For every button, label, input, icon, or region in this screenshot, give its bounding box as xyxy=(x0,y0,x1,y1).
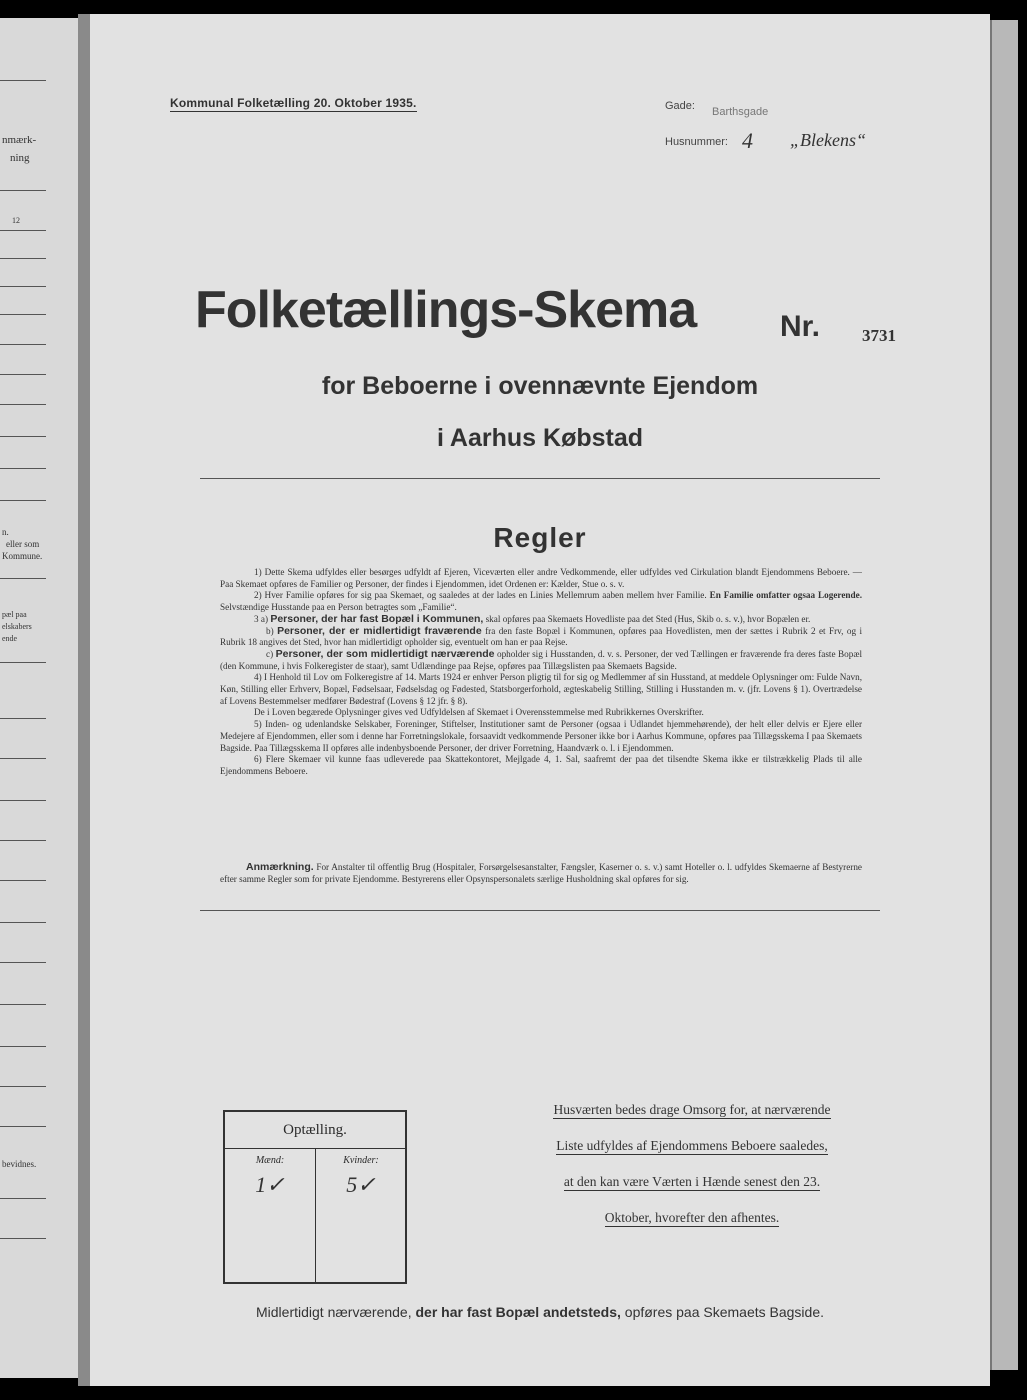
rule-3c-text: opholder sig i Husstanden, d. v. s. Personer, der ved Tællingen er fraværende fra deres faste Bopæl (den Kommune, i hvis Folkeregister de staar), samt Udlændinge paa Rejse, opføres paa Tillægslisten paa Skemaets Bagside. xyxy=(220,648,863,671)
note-text: For Anstalter til offentlig Brug (Hospitaler, Forsørgelsesanstalter, Fængsler, Kaserner o. s. v.) samt Hoteller o. l. udfyldes Skemaerne af Bestyrerne efter samme Regler som for private Ejendomme. Bestyrerens eller Opsynspersonalets særlige Husholdning skal opføres for sig. xyxy=(220,862,863,884)
men-column xyxy=(225,1149,316,1282)
ruled-line xyxy=(0,662,46,663)
ruled-line xyxy=(0,1046,46,1047)
women-column xyxy=(316,1149,406,1282)
footer-bold: der har fast Bopæl andetsteds, xyxy=(415,1304,621,1320)
footer-text: Midlertidigt nærværende, xyxy=(255,1304,412,1320)
street-value: Barthsgade xyxy=(712,106,769,118)
count-box-title: Optælling. xyxy=(225,1112,405,1149)
notice-text: at den kan være Værten i Hænde senest den 23. xyxy=(563,1174,821,1189)
house-number-value: 4 xyxy=(742,128,753,153)
women-label: Kvinder: xyxy=(343,1155,379,1166)
left-fragment: 12 xyxy=(12,216,20,225)
left-fragment: n. xyxy=(2,527,9,537)
rule-6: 6) Flere Skemaer vil kunne faas udleverede paa Skattekontoret, Mejlgade 4, 1. Sal, saafremt der paa det tilsendte Skema ikke er tilstrækkelig Plads til alle Ejendommens Beboere. xyxy=(220,754,862,776)
ruled-line xyxy=(0,758,46,759)
landlord-notice-line xyxy=(522,1174,862,1190)
form-number-value: 3731 xyxy=(862,326,896,345)
left-fragment: Kommune. xyxy=(2,551,43,561)
census-form-page xyxy=(90,14,990,1386)
women-count: 5✓ xyxy=(346,1172,376,1197)
ruled-line xyxy=(0,230,46,231)
rule-3c xyxy=(220,649,862,672)
footer-note xyxy=(90,1304,990,1320)
men-label: Mænd: xyxy=(255,1155,285,1166)
ruled-line xyxy=(0,344,46,345)
notice-text: Liste udfyldes af Ejendommens Beboere saaledes, xyxy=(556,1138,828,1153)
ruled-line xyxy=(0,1086,46,1087)
ruled-line xyxy=(0,436,46,437)
ruled-line xyxy=(0,468,46,469)
left-fragment: eller som xyxy=(6,539,40,549)
form-number-label: Nr. xyxy=(780,310,821,343)
ruled-line xyxy=(0,578,46,579)
landlord-notice-line xyxy=(522,1210,862,1226)
ruled-line xyxy=(0,1004,46,1005)
rule-2-text-b: Selvstændige Husstande paa en Person betragtes som „Familie“. xyxy=(220,602,457,613)
rule-3a-num: 3 a) xyxy=(254,613,269,624)
rule-2-bold: En Familie omfatter ogsaa Logerende. xyxy=(709,590,862,601)
ruled-line xyxy=(0,286,46,287)
rule-3a-lead: Personer, der har fast Bopæl i Kommunen, xyxy=(270,612,484,625)
rule-4b: De i Loven begærede Oplysninger gives ved Udfyldelsen af Skemaet i Overensstemmelse med Rubrikkernes Overskrifter. xyxy=(254,707,704,718)
rule-3b-text: fra den faste Bopæl i Kommunen, opføres paa Hovedlisten, men der sættes i Rubrik 2 et Frv, og i Rubrik 18 angives det Sted, hvor han midlertidigt opholder sig, eventuelt om han er paa Rejse. xyxy=(220,625,863,648)
men-count: 1✓ xyxy=(255,1172,285,1197)
divider xyxy=(200,910,880,911)
left-fragment: ende xyxy=(2,634,18,643)
rules-heading: Regler xyxy=(493,522,587,553)
notice-text: Oktober, hvorefter den afhentes. xyxy=(604,1210,780,1225)
left-fragment: elskabers xyxy=(2,622,32,631)
census-header-title: Kommunal Folketælling 20. Oktober 1935. xyxy=(170,96,417,110)
left-fragment: pæl paa xyxy=(2,610,27,619)
notice-text: Husværten bedes drage Omsorg for, at nærværende xyxy=(553,1102,831,1117)
form-title: Folketællings-Skema xyxy=(195,281,697,339)
rule-3b-lead: Personer, der er midlertidigt fraværende xyxy=(277,624,482,637)
left-fragment: nmærk- xyxy=(2,134,37,146)
rule-3c-lead: Personer, der som midlertidigt nærværende xyxy=(275,647,495,660)
form-subtitle: for Beboerne i ovennævnte Ejendom xyxy=(321,372,759,400)
ruled-line xyxy=(0,962,46,963)
ruled-line xyxy=(0,1198,46,1199)
left-page-fragment xyxy=(0,18,80,1378)
ruled-line xyxy=(0,80,46,81)
ruled-line xyxy=(0,880,46,881)
rule-3a-text: skal opføres paa Skemaets Hovedliste paa det Sted (Hus, Skib o. s. v.), hvor Bopælen er. xyxy=(485,613,811,624)
rules-text xyxy=(220,567,862,778)
rule-3b xyxy=(220,626,862,649)
landlord-notice-line xyxy=(522,1102,862,1118)
ruled-line xyxy=(0,800,46,801)
landlord-notice-line xyxy=(522,1138,862,1154)
page-stack-edge xyxy=(990,20,1018,1370)
rule-3c-num: c) xyxy=(266,648,274,659)
house-number-label: Husnummer: xyxy=(665,136,728,148)
note-paragraph xyxy=(220,862,862,885)
ruled-line xyxy=(0,404,46,405)
rule-1: 1) Dette Skema udfyldes eller besørges udfyldt af Ejeren, Viceværten eller andre Vedkommende, eller udfyldes ved Cirkulation blandt Ejendommens Beboere. — Paa Skemaet opføres de Familier og Personer, der findes i Ejendommen, idet Ordenen er: Kælder, Stue o. s. v. xyxy=(220,567,862,589)
divider xyxy=(200,478,880,479)
ruled-line xyxy=(0,718,46,719)
rule-3b-num: b) xyxy=(266,625,274,636)
count-box xyxy=(223,1110,407,1284)
ruled-line xyxy=(0,374,46,375)
ruled-line xyxy=(0,1238,46,1239)
left-fragment: bevidnes. xyxy=(2,1159,37,1169)
rule-2-text: 2) Hver Familie opføres for sig paa Skemaet, og saaledes at der lades en Linies Mellemrum aaben mellem hver Familie. xyxy=(254,590,707,601)
rule-5: 5) Inden- og udenlandske Selskaber, Foreninger, Stiftelser, Institutioner samt de Personer (ogsaa i Udlandet hjemmehørende), der helt eller delvis er Ejere eller Medejere af Ejendommen, eller som i denne har Forretningslokale, forsaavidt vedkommende Personer ikke bor i Aarhus Kommune, opføres paa Tillægsskema I paa Skemaets Bagside. Paa Tillægsskema II opføres alle indenbysboende Personer, der driver Forretning, Haandværk o. l. i Ejendommen. xyxy=(220,719,862,753)
footer-text-end: opføres paa Skemaets Bagside. xyxy=(624,1304,825,1320)
ruled-line xyxy=(0,500,46,501)
street-label: Gade: xyxy=(665,100,695,112)
rule-2 xyxy=(220,590,862,613)
rule-4: 4) I Henhold til Lov om Folkeregistre af 14. Marts 1924 er enhver Person pligtig til for sig og Medlemmer af sin Husstand, at meddele Oplysninger om: Fulde Navn, Køn, Stilling eller Erhverv, Bopæl, Fødselsaar, Fødselsdag og Fødested, Statsborgerforhold, ægteskabelig Stilling, Stilling i Husstanden m. v. (jfr. Lovens § 1). Overtrædelse af Lovens Bestemmelser medfører Bødestraf (Lovens § 12 jfr. § 8). xyxy=(220,672,862,706)
note-lead: Anmærkning. xyxy=(246,861,314,873)
property-name-value: „Blekens“ xyxy=(790,130,866,150)
ruled-line xyxy=(0,314,46,315)
ruled-line xyxy=(0,1126,46,1127)
ruled-line xyxy=(0,190,46,191)
left-fragment: ning xyxy=(10,152,30,164)
ruled-line xyxy=(0,840,46,841)
ruled-line xyxy=(0,258,46,259)
form-location: i Aarhus Købstad xyxy=(436,424,644,452)
ruled-line xyxy=(0,922,46,923)
